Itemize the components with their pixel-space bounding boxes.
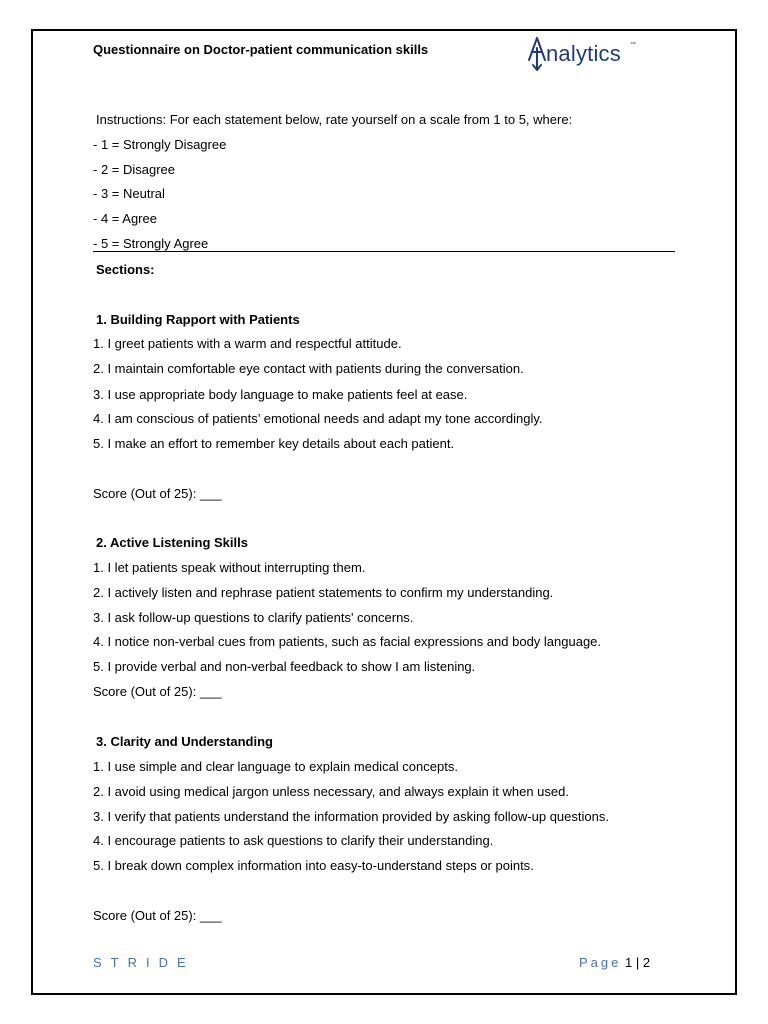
statement-item: 3. I ask follow-up questions to clarify patients' concerns. <box>93 610 414 625</box>
instructions-intro: Instructions: For each statement below, rate yourself on a scale from 1 to 5, where: <box>96 112 573 127</box>
scale-item: - 1 = Strongly Disagree <box>93 137 227 152</box>
divider <box>93 251 675 252</box>
statement-item: 2. I actively listen and rephrase patient statements to confirm my understanding. <box>93 585 554 600</box>
document-title: Questionnaire on Doctor-patient communication skills <box>93 42 429 57</box>
scale-item: - 5 = Strongly Agree <box>93 236 209 251</box>
scale-item: - 2 = Disagree <box>93 162 176 177</box>
statement-item: 3. I verify that patients understand the information provided by asking follow-up questions. <box>93 809 609 824</box>
score-line: Score (Out of 25): ___ <box>93 486 222 501</box>
statement-item: 4. I am conscious of patients’ emotional needs and adapt my tone accordingly. <box>93 411 543 426</box>
statement-item: 2. I avoid using medical jargon unless necessary, and always explain it when used. <box>93 784 569 799</box>
page-number <box>579 955 650 970</box>
statement-item: 5. I break down complex information into easy-to-understand steps or points. <box>93 858 534 873</box>
section-heading: 2. Active Listening Skills <box>96 535 248 550</box>
page-separator: | <box>632 955 643 970</box>
scale-item: - 4 = Agree <box>93 211 157 226</box>
page-total: 2 <box>642 955 651 970</box>
logo-trademark: ™ <box>630 42 636 48</box>
statement-item: 4. I notice non-verbal cues from patients, such as facial expressions and body language. <box>93 634 602 649</box>
statement-item: 3. I use appropriate body language to make patients feel at ease. <box>93 387 468 402</box>
score-line: Score (Out of 25): ___ <box>93 908 222 923</box>
footer-brand: STRIDE <box>93 955 195 970</box>
statement-item: 2. I maintain comfortable eye contact with patients during the conversation. <box>93 361 524 376</box>
statement-item: 5. I make an effort to remember key details about each patient. <box>93 436 455 451</box>
page-current: 1 <box>625 955 633 970</box>
scale-item: - 3 = Neutral <box>93 186 165 201</box>
sections-label: Sections: <box>96 262 155 277</box>
statement-item: 4. I encourage patients to ask questions to clarify their understanding. <box>93 833 494 848</box>
logo-text: nalytics <box>546 41 621 66</box>
statement-item: 1. I greet patients with a warm and respectful attitude. <box>93 336 402 351</box>
statement-item: 1. I use simple and clear language to explain medical concepts. <box>93 759 458 774</box>
statement-item: 5. I provide verbal and non-verbal feedback to show I am listening. <box>93 659 476 674</box>
page-label: Page <box>579 955 622 970</box>
logo-arrow-icon <box>526 34 548 72</box>
score-line: Score (Out of 25): ___ <box>93 684 222 699</box>
statement-item: 1. I let patients speak without interrupting them. <box>93 560 366 575</box>
section-heading: 1. Building Rapport with Patients <box>96 312 300 327</box>
section-heading: 3. Clarity and Understanding <box>96 734 273 749</box>
